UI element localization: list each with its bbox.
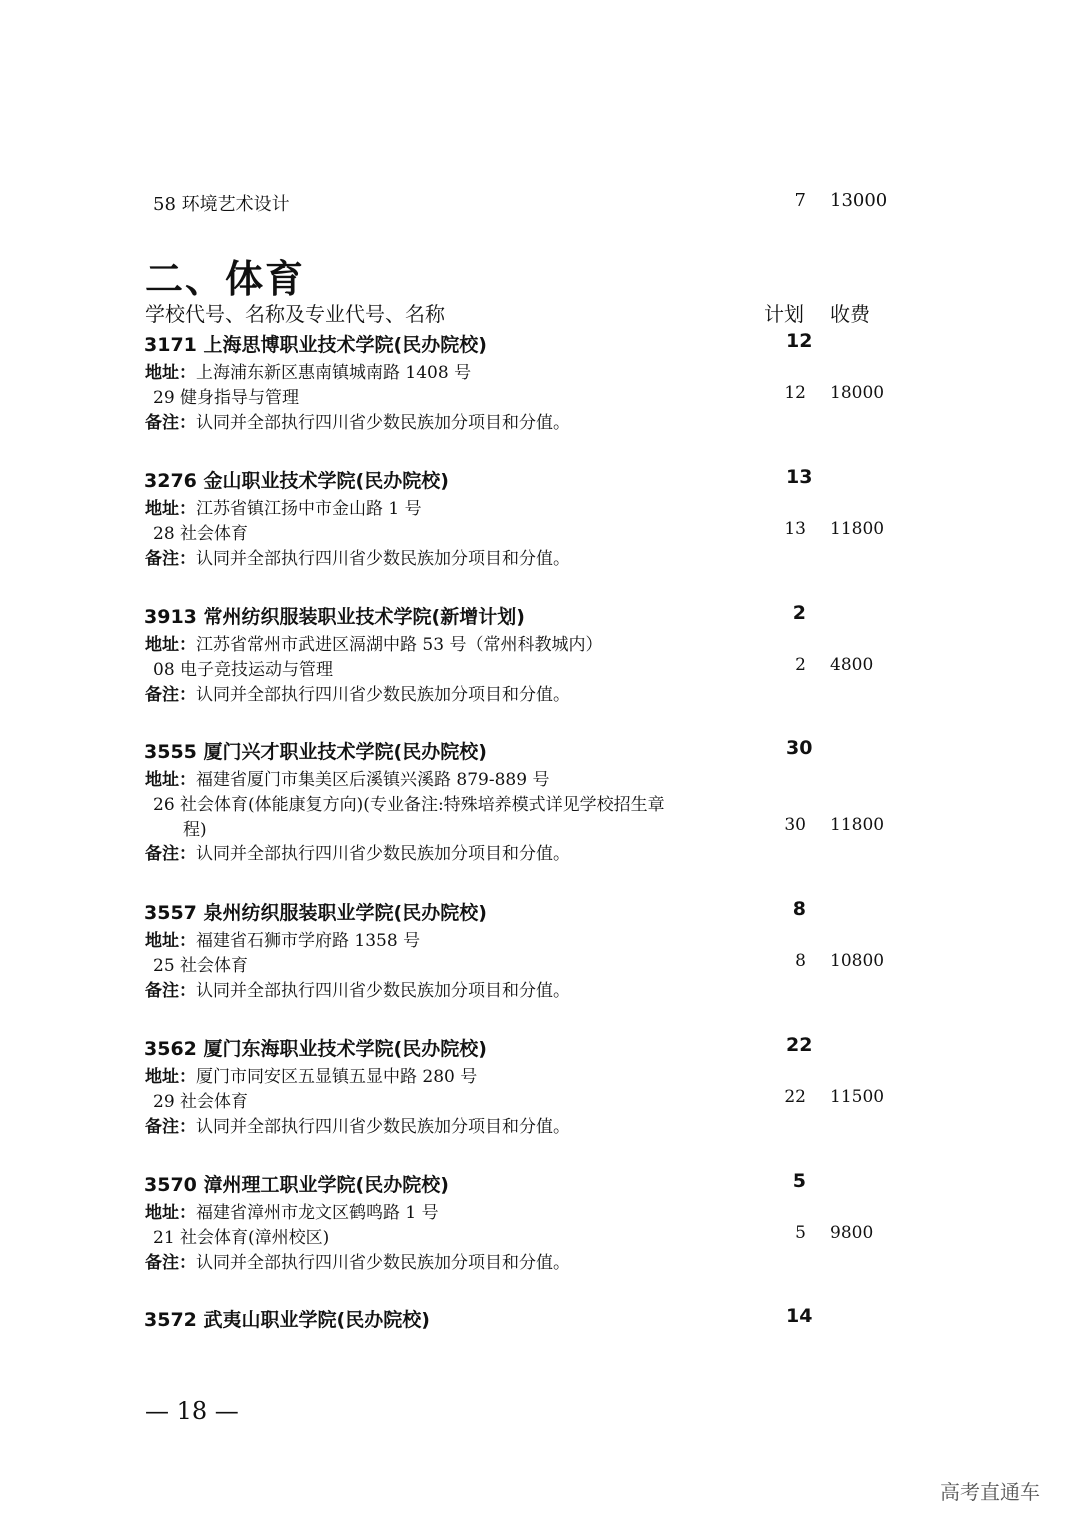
major-row <box>153 790 665 815</box>
major-plan: 13 <box>784 519 806 539</box>
note-label: 备注： <box>145 981 196 1001</box>
note-text: 认同并全部执行四川省少数民族加分项目和分值。 <box>196 685 570 705</box>
top-row-code: 58 <box>153 194 176 215</box>
major-name-continuation: 程) <box>183 820 207 840</box>
school-heading <box>144 1170 449 1197</box>
school-note <box>145 1112 570 1137</box>
school-name: 厦门东海职业技术学院(民办院校) <box>203 1038 487 1060</box>
major-plan: 12 <box>784 383 806 403</box>
school-address <box>145 1198 439 1223</box>
note-label: 备注： <box>145 413 196 433</box>
major-code: 29 <box>153 1092 175 1112</box>
school-note <box>145 408 570 433</box>
school-name: 漳州理工职业学院(民办院校) <box>203 1174 449 1196</box>
address-text: 厦门市同安区五显镇五显中路 280 号 <box>196 1067 478 1087</box>
school-note <box>145 1248 570 1273</box>
school-address <box>145 765 549 790</box>
school-plan: 5 <box>792 1170 806 1192</box>
section-title: 二、体育 <box>145 257 306 301</box>
note-label: 备注： <box>145 844 196 864</box>
school-plan: 2 <box>792 602 806 624</box>
school-note <box>145 976 570 1001</box>
school-plan: 13 <box>786 466 813 488</box>
school-name: 武夷山职业学院(民办院校) <box>203 1309 430 1331</box>
major-code: 28 <box>153 524 175 544</box>
note-label: 备注： <box>145 1253 196 1273</box>
top-row-name: 环境艺术设计 <box>181 194 290 215</box>
address-label: 地址： <box>145 499 196 519</box>
school-plan: 30 <box>786 737 813 759</box>
major-plan: 8 <box>795 951 806 971</box>
major-name: 社会体育 <box>180 1092 249 1112</box>
major-name: 电子竞技运动与管理 <box>180 660 334 680</box>
address-label: 地址： <box>145 635 196 655</box>
major-code: 21 <box>153 1228 175 1248</box>
school-code: 3555 <box>144 741 197 763</box>
note-text: 认同并全部执行四川省少数民族加分项目和分值。 <box>196 981 570 1001</box>
major-row <box>153 519 248 544</box>
school-address <box>145 358 471 383</box>
school-code: 3276 <box>144 470 197 492</box>
school-name: 常州纺织服装职业技术学院(新增计划) <box>203 606 525 628</box>
major-plan: 30 <box>784 815 806 835</box>
school-name: 泉州纺织服装职业学院(民办院校) <box>203 902 487 924</box>
column-header-plan: 计划 <box>764 302 804 326</box>
school-code: 3570 <box>144 1174 197 1196</box>
address-text: 上海浦东新区惠南镇城南路 1408 号 <box>196 363 472 383</box>
school-heading <box>144 737 487 764</box>
major-row <box>153 655 333 680</box>
major-plan: 2 <box>795 655 806 675</box>
note-label: 备注： <box>145 685 196 705</box>
school-address <box>145 494 422 519</box>
major-fee: 9800 <box>830 1223 874 1243</box>
note-label: 备注： <box>145 549 196 569</box>
major-name: 社会体育 <box>180 956 249 976</box>
school-address <box>145 1062 477 1087</box>
school-heading <box>144 1034 487 1061</box>
note-text: 认同并全部执行四川省少数民族加分项目和分值。 <box>196 413 570 433</box>
column-header-left: 学校代号、名称及专业代号、名称 <box>145 302 445 326</box>
major-fee: 4800 <box>830 655 874 675</box>
school-heading <box>144 466 449 493</box>
major-code: 26 <box>153 795 175 815</box>
school-name: 厦门兴才职业技术学院(民办院校) <box>203 741 487 763</box>
major-fee: 10800 <box>830 951 885 971</box>
address-label: 地址： <box>145 1203 196 1223</box>
note-text: 认同并全部执行四川省少数民族加分项目和分值。 <box>196 844 570 864</box>
school-name: 上海思博职业技术学院(民办院校) <box>203 334 487 356</box>
address-label: 地址： <box>145 1067 196 1087</box>
note-label: 备注： <box>145 1117 196 1137</box>
major-row <box>153 951 248 976</box>
major-plan: 5 <box>795 1223 806 1243</box>
major-name: 社会体育 <box>180 524 249 544</box>
page-number: — 18 — <box>145 1397 239 1425</box>
school-code: 3557 <box>144 902 197 924</box>
school-address <box>145 926 420 951</box>
school-address <box>145 630 602 655</box>
address-text: 江苏省常州市武进区滆湖中路 53 号（常州科教城内） <box>196 635 603 655</box>
column-header-fee: 收费 <box>830 302 870 326</box>
address-text: 江苏省镇江扬中市金山路 1 号 <box>196 499 422 519</box>
major-row <box>153 1223 329 1248</box>
school-code: 3913 <box>144 606 197 628</box>
top-row-major <box>153 190 290 216</box>
major-fee: 11500 <box>830 1087 885 1107</box>
address-label: 地址： <box>145 931 196 951</box>
school-name: 金山职业技术学院(民办院校) <box>203 470 449 492</box>
school-code: 3562 <box>144 1038 197 1060</box>
watermark-text: 高考直通车 <box>940 1480 1040 1504</box>
major-fee: 18000 <box>830 383 885 403</box>
address-text: 福建省厦门市集美区后溪镇兴溪路 879-889 号 <box>196 770 550 790</box>
school-plan: 14 <box>786 1305 813 1327</box>
address-text: 福建省石狮市学府路 1358 号 <box>196 931 421 951</box>
school-plan: 12 <box>786 330 813 352</box>
school-code: 3572 <box>144 1309 197 1331</box>
major-fee: 11800 <box>830 815 885 835</box>
note-text: 认同并全部执行四川省少数民族加分项目和分值。 <box>196 1117 570 1137</box>
school-plan: 22 <box>786 1034 813 1056</box>
major-name: 社会体育(漳州校区) <box>180 1228 330 1248</box>
address-label: 地址： <box>145 770 196 790</box>
school-note <box>145 839 570 864</box>
school-plan: 8 <box>792 898 806 920</box>
major-name: 健身指导与管理 <box>180 388 300 408</box>
major-code: 29 <box>153 388 175 408</box>
school-code: 3171 <box>144 334 197 356</box>
school-heading <box>144 602 525 629</box>
note-text: 认同并全部执行四川省少数民族加分项目和分值。 <box>196 1253 570 1273</box>
major-name: 社会体育(体能康复方向)(专业备注:特殊培养模式详见学校招生章 <box>180 795 665 815</box>
top-row-plan: 7 <box>794 190 806 211</box>
address-text: 福建省漳州市龙文区鹤鸣路 1 号 <box>196 1203 439 1223</box>
major-plan: 22 <box>784 1087 806 1107</box>
school-note <box>145 544 570 569</box>
school-heading <box>144 330 487 357</box>
top-row-fee: 13000 <box>830 190 888 211</box>
major-fee: 11800 <box>830 519 885 539</box>
major-row <box>153 1087 248 1112</box>
note-text: 认同并全部执行四川省少数民族加分项目和分值。 <box>196 549 570 569</box>
major-code: 25 <box>153 956 175 976</box>
school-heading <box>144 1305 430 1332</box>
major-row <box>153 383 299 408</box>
address-label: 地址： <box>145 363 196 383</box>
school-note <box>145 680 570 705</box>
school-heading <box>144 898 487 925</box>
major-code: 08 <box>153 660 175 680</box>
